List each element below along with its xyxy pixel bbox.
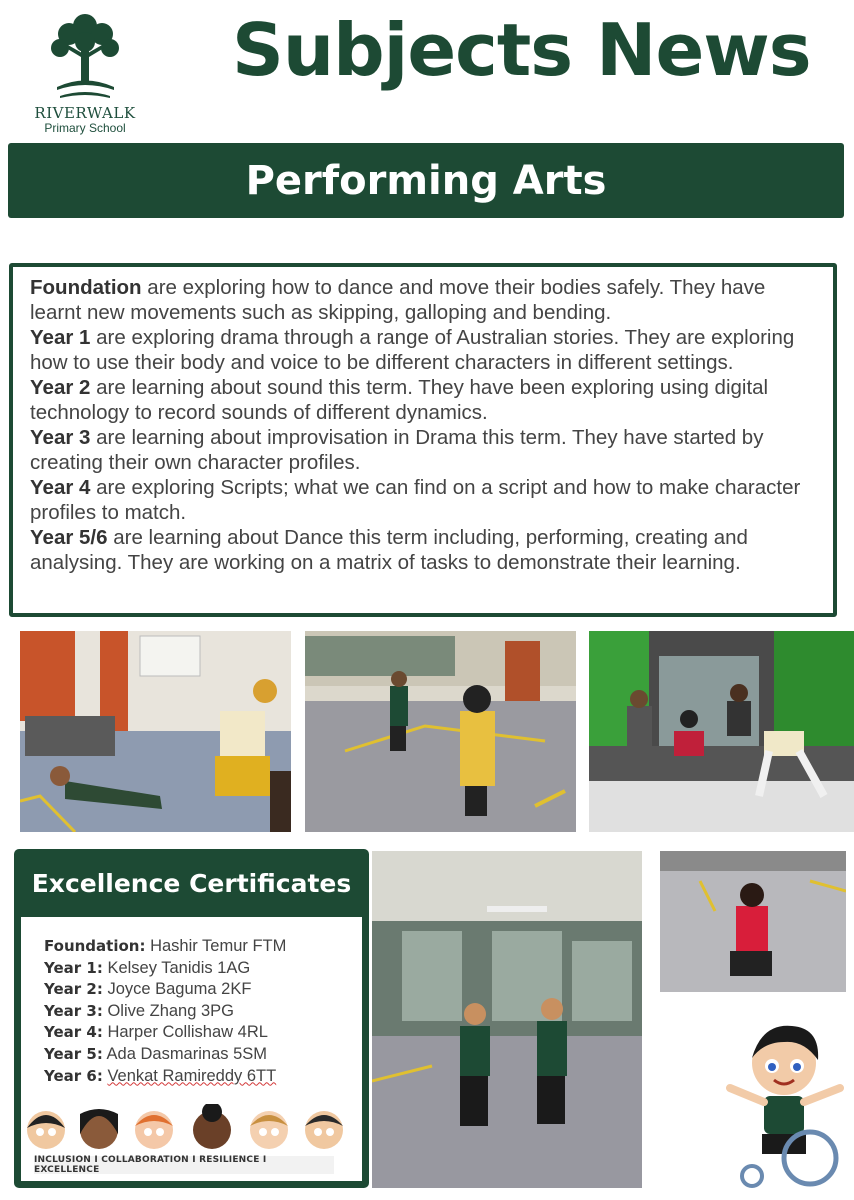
level-label: Year 3 (30, 426, 91, 449)
school-values-bar: INCLUSION I COLLABORATION I RESILIENCE I EXCELLENCE (34, 1156, 334, 1174)
paragraph-text: are learning about Dance this term including, performing, creating and analysing. They are working on a matrix of tasks to demonstrate their learning. (30, 526, 748, 574)
certificate-row (44, 979, 286, 1001)
paragraph-year-3 (30, 425, 819, 475)
level-label: Year 1 (30, 326, 91, 349)
photo-girl-kneeling (660, 851, 846, 992)
paragraph-year-1 (30, 325, 819, 375)
school-subtitle: Primary School (44, 121, 126, 135)
certificate-name: Joyce Baguma 2KF (107, 980, 252, 999)
paragraph-text: are learning about improvisation in Drama this term. They have started by creating their own character profiles. (30, 426, 764, 474)
photo-students-dancing-hall (305, 631, 576, 832)
certificate-row (44, 1044, 286, 1066)
certificate-level: Year 2: (44, 980, 103, 999)
certificate-level: Year 4: (44, 1023, 103, 1042)
level-label: Year 2 (30, 376, 91, 399)
certificate-name: Kelsey Tanidis 1AG (107, 958, 251, 977)
paragraph-text: are exploring Scripts; what we can find on a script and how to make character profiles to match. (30, 476, 801, 524)
paragraph-text: are exploring how to dance and move their bodies safely. They have learnt new movements such as skipping, galloping and bending. (30, 276, 766, 324)
certificate-name: Harper Collishaw 4RL (107, 1023, 268, 1042)
certificate-name: Venkat Ramireddy 6TT (107, 1066, 277, 1085)
certificate-level: Foundation: (44, 937, 146, 955)
certificate-row (44, 1001, 286, 1023)
certificate-level: Year 5: (44, 1044, 103, 1063)
level-label: Foundation (30, 276, 142, 299)
paragraph-text: are learning about sound this term. They have been exploring using digital technology to record sounds of different dynamics. (30, 376, 769, 424)
certificate-row (44, 958, 286, 980)
paragraph-foundation (30, 275, 819, 325)
level-label: Year 5/6 (30, 526, 108, 549)
performing-arts-info-box (9, 263, 837, 617)
certificate-row (44, 936, 286, 958)
level-label: Year 4 (30, 476, 91, 499)
certificates-title: Excellence Certificates (31, 868, 352, 898)
certificate-name: Ada Dasmarinas 5SM (106, 1044, 268, 1063)
cartoon-students-icon (24, 1104, 354, 1156)
section-banner (8, 143, 844, 218)
paragraph-year-4 (30, 475, 819, 525)
certificate-row (44, 1066, 286, 1088)
certificate-row (44, 1022, 286, 1044)
certificate-name: Olive Zhang 3PG (107, 1001, 234, 1020)
paragraph-text: are exploring drama through a range of Australian stories. They are exploring how to use their body and voice to be different characters in different settings. (30, 326, 795, 374)
info-text (30, 275, 819, 575)
cartoon-student-wheelchair-icon (722, 1018, 847, 1193)
paragraph-year-5-6 (30, 525, 819, 575)
photo-student-lying-floor (20, 631, 291, 832)
photo-students-stretching-entrance (589, 631, 854, 832)
certificate-level: Year 3: (44, 1001, 103, 1020)
photo-boys-performing-hall (372, 851, 642, 1188)
certificate-level: Year 1: (44, 958, 103, 977)
certificates-list (44, 936, 286, 1087)
certificate-level: Year 6: (44, 1066, 103, 1085)
school-name: RIVERWALK (34, 104, 136, 122)
page-title: Subjects News (232, 8, 811, 92)
section-title: Performing Arts (245, 157, 607, 204)
certificate-name: Hashir Temur FTM (150, 937, 287, 955)
paragraph-year-2 (30, 375, 819, 425)
